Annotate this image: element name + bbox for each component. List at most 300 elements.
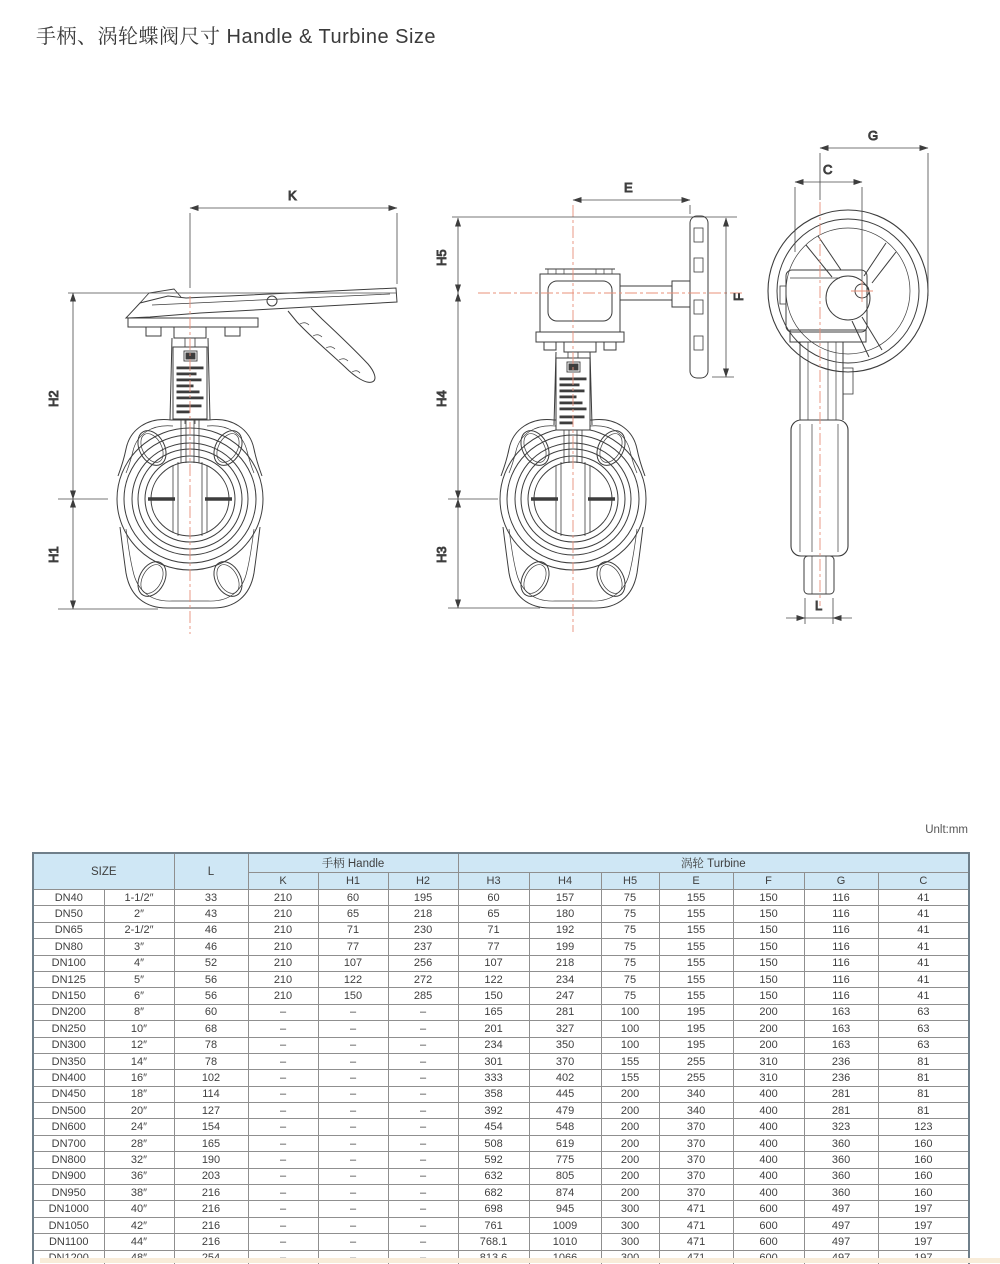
table-cell: 150 (733, 939, 804, 955)
table-cell: 600 (733, 1234, 804, 1250)
table-cell: 400 (733, 1168, 804, 1184)
page-title: 手柄、涡轮蝶阀尺寸 Handle & Turbine Size (36, 26, 437, 48)
table-cell: 116 (804, 922, 878, 938)
table-cell: 75 (601, 906, 659, 922)
table-cell: 402 (529, 1070, 601, 1086)
table-cell: 150 (733, 906, 804, 922)
dimension-table (32, 852, 970, 1264)
table-cell: 63 (878, 1004, 969, 1020)
table-cell: – (388, 1201, 458, 1217)
table-cell: 200 (601, 1119, 659, 1135)
table-cell: – (388, 1217, 458, 1233)
table-cell: 75 (601, 955, 659, 971)
table-cell: 775 (529, 1152, 601, 1168)
table-cell: 216 (174, 1234, 248, 1250)
table-cell: 116 (804, 971, 878, 987)
table-cell: DN900 (33, 1168, 104, 1184)
table-cell: 350 (529, 1037, 601, 1053)
table-cell: – (248, 1119, 318, 1135)
table-cell: 75 (601, 988, 659, 1004)
table-cell: 41 (878, 906, 969, 922)
table-cell: 548 (529, 1119, 601, 1135)
table-cell: 155 (659, 955, 733, 971)
table-cell: DN250 (33, 1021, 104, 1037)
table-cell: – (248, 1217, 318, 1233)
table-cell: 497 (804, 1217, 878, 1233)
table-cell: 155 (659, 971, 733, 987)
table-cell: – (248, 1152, 318, 1168)
table-cell: 155 (659, 890, 733, 906)
table-cell: 41 (878, 971, 969, 987)
table-cell: 41 (878, 955, 969, 971)
header-col: H1 (318, 873, 388, 890)
table-cell: 400 (733, 1135, 804, 1151)
table-cell: 600 (733, 1217, 804, 1233)
table-cell: 63 (878, 1021, 969, 1037)
table-cell: DN450 (33, 1086, 104, 1102)
table-cell: DN125 (33, 971, 104, 987)
table-cell: 155 (601, 1070, 659, 1086)
table-cell: 116 (804, 939, 878, 955)
table-cell: 33 (174, 890, 248, 906)
table-cell: 114 (174, 1086, 248, 1102)
table-cell: 160 (878, 1135, 969, 1151)
table-cell: – (318, 1234, 388, 1250)
table-cell: 41 (878, 939, 969, 955)
table-cell: 155 (659, 988, 733, 1004)
table-cell: – (388, 1185, 458, 1201)
table-cell: 81 (878, 1103, 969, 1119)
table-cell: 370 (529, 1053, 601, 1069)
table-cell: 150 (733, 971, 804, 987)
table-cell: 78 (174, 1037, 248, 1053)
dim-label-h3: H3 (434, 546, 449, 563)
table-cell: 71 (318, 922, 388, 938)
header-col: H5 (601, 873, 659, 890)
table-cell: – (388, 1152, 458, 1168)
header-col: K (248, 873, 318, 890)
table-cell: DN80 (33, 939, 104, 955)
table-cell: 600 (733, 1201, 804, 1217)
table-cell: 78 (174, 1053, 248, 1069)
table-cell: 210 (248, 939, 318, 955)
table-cell: 150 (733, 922, 804, 938)
table-cell: – (388, 1234, 458, 1250)
header-col: H2 (388, 873, 458, 890)
table-cell: 200 (601, 1168, 659, 1184)
handle-valve-drawing (46, 188, 397, 634)
table-cell: – (388, 1021, 458, 1037)
table-cell: 150 (733, 988, 804, 1004)
table-cell: DN1050 (33, 1217, 104, 1233)
table-cell: DN65 (33, 922, 104, 938)
table-cell: 400 (733, 1086, 804, 1102)
table-cell: 236 (804, 1070, 878, 1086)
table-cell: 75 (601, 922, 659, 938)
table-cell: 107 (458, 955, 529, 971)
table-cell: 218 (388, 906, 458, 922)
header-col: G (804, 873, 878, 890)
turbine-valve-drawing (434, 180, 746, 632)
table-cell: 255 (659, 1053, 733, 1069)
table-cell: – (248, 1070, 318, 1086)
table-cell: 400 (733, 1152, 804, 1168)
table-cell: 200 (601, 1185, 659, 1201)
table-cell: 24″ (104, 1119, 174, 1135)
table-cell: DN950 (33, 1185, 104, 1201)
table-row (33, 1119, 969, 1135)
table-cell: 36″ (104, 1168, 174, 1184)
table-cell: 255 (659, 1070, 733, 1086)
table-cell: 180 (529, 906, 601, 922)
table-cell: DN40 (33, 890, 104, 906)
table-cell: DN1100 (33, 1234, 104, 1250)
table-cell: 77 (458, 939, 529, 955)
table-cell: 165 (458, 1004, 529, 1020)
table-cell: 216 (174, 1217, 248, 1233)
table-row (33, 922, 969, 938)
table-cell: 945 (529, 1201, 601, 1217)
table-cell: DN100 (33, 955, 104, 971)
table-cell: – (248, 1004, 318, 1020)
table-cell: 195 (659, 1004, 733, 1020)
table-cell: 41 (878, 890, 969, 906)
table-cell: 116 (804, 890, 878, 906)
table-cell: 210 (248, 922, 318, 938)
handwheel-side-drawing (768, 128, 928, 624)
table-cell: 370 (659, 1168, 733, 1184)
table-row (33, 955, 969, 971)
table-cell: 4″ (104, 955, 174, 971)
table-cell: 5″ (104, 971, 174, 987)
table-cell: – (318, 1217, 388, 1233)
table-cell: DN150 (33, 988, 104, 1004)
table-cell: 234 (458, 1037, 529, 1053)
table-row (33, 1135, 969, 1151)
table-cell: – (388, 1004, 458, 1020)
table-cell: 370 (659, 1152, 733, 1168)
table-cell: 20″ (104, 1103, 174, 1119)
table-cell: – (388, 1135, 458, 1151)
dim-label-l: L (815, 598, 823, 613)
table-cell: 471 (659, 1234, 733, 1250)
table-cell: 300 (601, 1234, 659, 1250)
table-cell: 100 (601, 1004, 659, 1020)
table-cell: 392 (458, 1103, 529, 1119)
table-cell: 210 (248, 955, 318, 971)
table-cell: 42″ (104, 1217, 174, 1233)
table-cell: 230 (388, 922, 458, 938)
table-cell: 327 (529, 1021, 601, 1037)
table-cell: 236 (804, 1053, 878, 1069)
dim-label-c: C (823, 162, 833, 177)
table-cell: DN1000 (33, 1201, 104, 1217)
table-cell: DN500 (33, 1103, 104, 1119)
table-cell: DN700 (33, 1135, 104, 1151)
table-cell: – (318, 1201, 388, 1217)
table-cell: 8″ (104, 1004, 174, 1020)
table-cell: 218 (529, 955, 601, 971)
table-cell: 2″ (104, 906, 174, 922)
table-cell: 300 (601, 1217, 659, 1233)
table-cell: 768.1 (458, 1234, 529, 1250)
table-cell: 155 (659, 939, 733, 955)
dim-label-f: F (731, 293, 746, 301)
table-cell: 210 (248, 890, 318, 906)
table-cell: 237 (388, 939, 458, 955)
table-cell: 497 (804, 1234, 878, 1250)
table-cell: – (318, 1119, 388, 1135)
table-row (33, 971, 969, 987)
table-cell: 340 (659, 1103, 733, 1119)
table-cell: 43 (174, 906, 248, 922)
table-cell: 155 (601, 1053, 659, 1069)
table-cell: 195 (659, 1037, 733, 1053)
table-cell: 163 (804, 1021, 878, 1037)
table-cell: – (388, 1070, 458, 1086)
table-cell: 454 (458, 1119, 529, 1135)
table-row (33, 1053, 969, 1069)
table-cell: 65 (318, 906, 388, 922)
table-cell: 682 (458, 1185, 529, 1201)
table-cell: 360 (804, 1185, 878, 1201)
table-cell: 68 (174, 1021, 248, 1037)
table-cell: 56 (174, 971, 248, 987)
table-row (33, 939, 969, 955)
table-cell: – (318, 1086, 388, 1102)
table-cell: 370 (659, 1185, 733, 1201)
table-cell: 75 (601, 939, 659, 955)
table-cell: 192 (529, 922, 601, 938)
table-cell: 471 (659, 1217, 733, 1233)
table-cell: 150 (458, 988, 529, 1004)
header-col: C (878, 873, 969, 890)
table-cell: 400 (733, 1103, 804, 1119)
table-cell: – (318, 1135, 388, 1151)
table-cell: – (318, 1037, 388, 1053)
table-row (33, 1004, 969, 1020)
table-cell: 197 (878, 1201, 969, 1217)
table-cell: 63 (878, 1037, 969, 1053)
table-cell: 201 (458, 1021, 529, 1037)
table-cell: 28″ (104, 1135, 174, 1151)
table-cell: 340 (659, 1086, 733, 1102)
table-cell: – (388, 1037, 458, 1053)
table-cell: 370 (659, 1135, 733, 1151)
table-cell: 100 (601, 1037, 659, 1053)
table-cell: 157 (529, 890, 601, 906)
table-cell: 160 (878, 1168, 969, 1184)
table-cell: 200 (601, 1103, 659, 1119)
table-cell: 333 (458, 1070, 529, 1086)
table-cell: 81 (878, 1070, 969, 1086)
table-cell: 160 (878, 1185, 969, 1201)
table-cell: 75 (601, 971, 659, 987)
table-cell: DN800 (33, 1152, 104, 1168)
table-cell: 150 (318, 988, 388, 1004)
table-cell: 199 (529, 939, 601, 955)
table-row (33, 1037, 969, 1053)
table-cell: 281 (804, 1103, 878, 1119)
table-cell: 203 (174, 1168, 248, 1184)
table-cell: 360 (804, 1168, 878, 1184)
table-cell: 3″ (104, 939, 174, 955)
dim-label-g: G (868, 128, 879, 143)
table-cell: – (248, 1086, 318, 1102)
table-cell: 60 (318, 890, 388, 906)
dim-label-h1: H1 (46, 546, 61, 563)
table-cell: 77 (318, 939, 388, 955)
table-cell: 1-1/2″ (104, 890, 174, 906)
dim-label-k: K (288, 188, 297, 203)
table-cell: – (248, 1201, 318, 1217)
table-cell: 100 (601, 1021, 659, 1037)
header-col: H4 (529, 873, 601, 890)
table-cell: 155 (659, 906, 733, 922)
table-cell: 41 (878, 922, 969, 938)
table-cell: – (248, 1037, 318, 1053)
table-cell: 197 (878, 1234, 969, 1250)
table-cell: 190 (174, 1152, 248, 1168)
table-cell: – (318, 1152, 388, 1168)
table-cell: 122 (458, 971, 529, 987)
table-cell: 247 (529, 988, 601, 1004)
table-cell: 698 (458, 1201, 529, 1217)
header-col: H3 (458, 873, 529, 890)
table-cell: 200 (601, 1152, 659, 1168)
table-cell: 281 (529, 1004, 601, 1020)
table-cell: 127 (174, 1103, 248, 1119)
table-cell: 200 (733, 1004, 804, 1020)
table-cell: 195 (659, 1021, 733, 1037)
table-cell: – (388, 1086, 458, 1102)
table-cell: 370 (659, 1119, 733, 1135)
table-cell: – (248, 1053, 318, 1069)
table-cell: 38″ (104, 1185, 174, 1201)
table-cell: 281 (804, 1086, 878, 1102)
table-cell: 195 (388, 890, 458, 906)
table-cell: – (388, 1119, 458, 1135)
table-cell: 163 (804, 1037, 878, 1053)
table-cell: 150 (733, 890, 804, 906)
table-row (33, 1103, 969, 1119)
table-cell: 46 (174, 922, 248, 938)
table-cell: 40″ (104, 1201, 174, 1217)
table-cell: 1009 (529, 1217, 601, 1233)
table-cell: 272 (388, 971, 458, 987)
table-cell: 16″ (104, 1070, 174, 1086)
table-cell: 210 (248, 906, 318, 922)
table-cell: 12″ (104, 1037, 174, 1053)
table-cell: – (318, 1021, 388, 1037)
table-cell: – (248, 1103, 318, 1119)
table-cell: 874 (529, 1185, 601, 1201)
dim-label-h2: H2 (46, 390, 61, 407)
table-row (33, 1201, 969, 1217)
table-cell: 200 (601, 1135, 659, 1151)
table-cell: 479 (529, 1103, 601, 1119)
table-cell: 400 (733, 1185, 804, 1201)
table-cell: 285 (388, 988, 458, 1004)
table-cell: 592 (458, 1152, 529, 1168)
dim-label-h5: H5 (434, 249, 449, 266)
table-cell: – (318, 1103, 388, 1119)
table-row (33, 1152, 969, 1168)
table-cell: 200 (733, 1021, 804, 1037)
table-cell: 200 (601, 1086, 659, 1102)
table-cell: 210 (248, 971, 318, 987)
table-row (33, 1086, 969, 1102)
header-col: F (733, 873, 804, 890)
table-cell: 60 (174, 1004, 248, 1020)
table-cell: 46 (174, 939, 248, 955)
header-col: E (659, 873, 733, 890)
table-cell: – (248, 1168, 318, 1184)
table-cell: 358 (458, 1086, 529, 1102)
table-cell: DN50 (33, 906, 104, 922)
table-cell: 160 (878, 1152, 969, 1168)
table-cell: – (248, 1185, 318, 1201)
table-cell: 150 (733, 955, 804, 971)
table-row (33, 1217, 969, 1233)
table-row (33, 1234, 969, 1250)
table-cell: 116 (804, 955, 878, 971)
table-cell: – (318, 1004, 388, 1020)
table-row (33, 890, 969, 906)
table-cell: 216 (174, 1185, 248, 1201)
table-cell: 75 (601, 890, 659, 906)
table-cell: 60 (458, 890, 529, 906)
table-cell: DN350 (33, 1053, 104, 1069)
table-cell: 32″ (104, 1152, 174, 1168)
table-row (33, 1168, 969, 1184)
header-turbine-group: 涡轮 Turbine (458, 853, 969, 873)
table-cell: 400 (733, 1119, 804, 1135)
table-cell: – (318, 1070, 388, 1086)
table-cell: – (388, 1053, 458, 1069)
table-cell: 210 (248, 988, 318, 1004)
table-cell: 497 (804, 1201, 878, 1217)
table-cell: 122 (318, 971, 388, 987)
footer-accent-strip (40, 1258, 1000, 1263)
table-cell: 310 (733, 1070, 804, 1086)
table-body (33, 890, 969, 1264)
table-cell: 102 (174, 1070, 248, 1086)
table-cell: 41 (878, 988, 969, 1004)
table-cell: – (248, 1234, 318, 1250)
table-cell: 471 (659, 1201, 733, 1217)
table-cell: 154 (174, 1119, 248, 1135)
table-cell: DN300 (33, 1037, 104, 1053)
table-cell: 81 (878, 1086, 969, 1102)
table-row (33, 906, 969, 922)
dim-label-h4: H4 (434, 390, 449, 407)
table-cell: – (318, 1185, 388, 1201)
table-cell: DN200 (33, 1004, 104, 1020)
table-cell: 116 (804, 906, 878, 922)
table-cell: 197 (878, 1217, 969, 1233)
table-cell: – (388, 1103, 458, 1119)
table-cell: 301 (458, 1053, 529, 1069)
table-cell: 71 (458, 922, 529, 938)
header-l: L (174, 853, 248, 890)
table-cell: DN600 (33, 1119, 104, 1135)
table-cell: 323 (804, 1119, 878, 1135)
table-cell: 116 (804, 988, 878, 1004)
table-cell: 200 (733, 1037, 804, 1053)
table-cell: – (248, 1135, 318, 1151)
table-cell: 165 (174, 1135, 248, 1151)
